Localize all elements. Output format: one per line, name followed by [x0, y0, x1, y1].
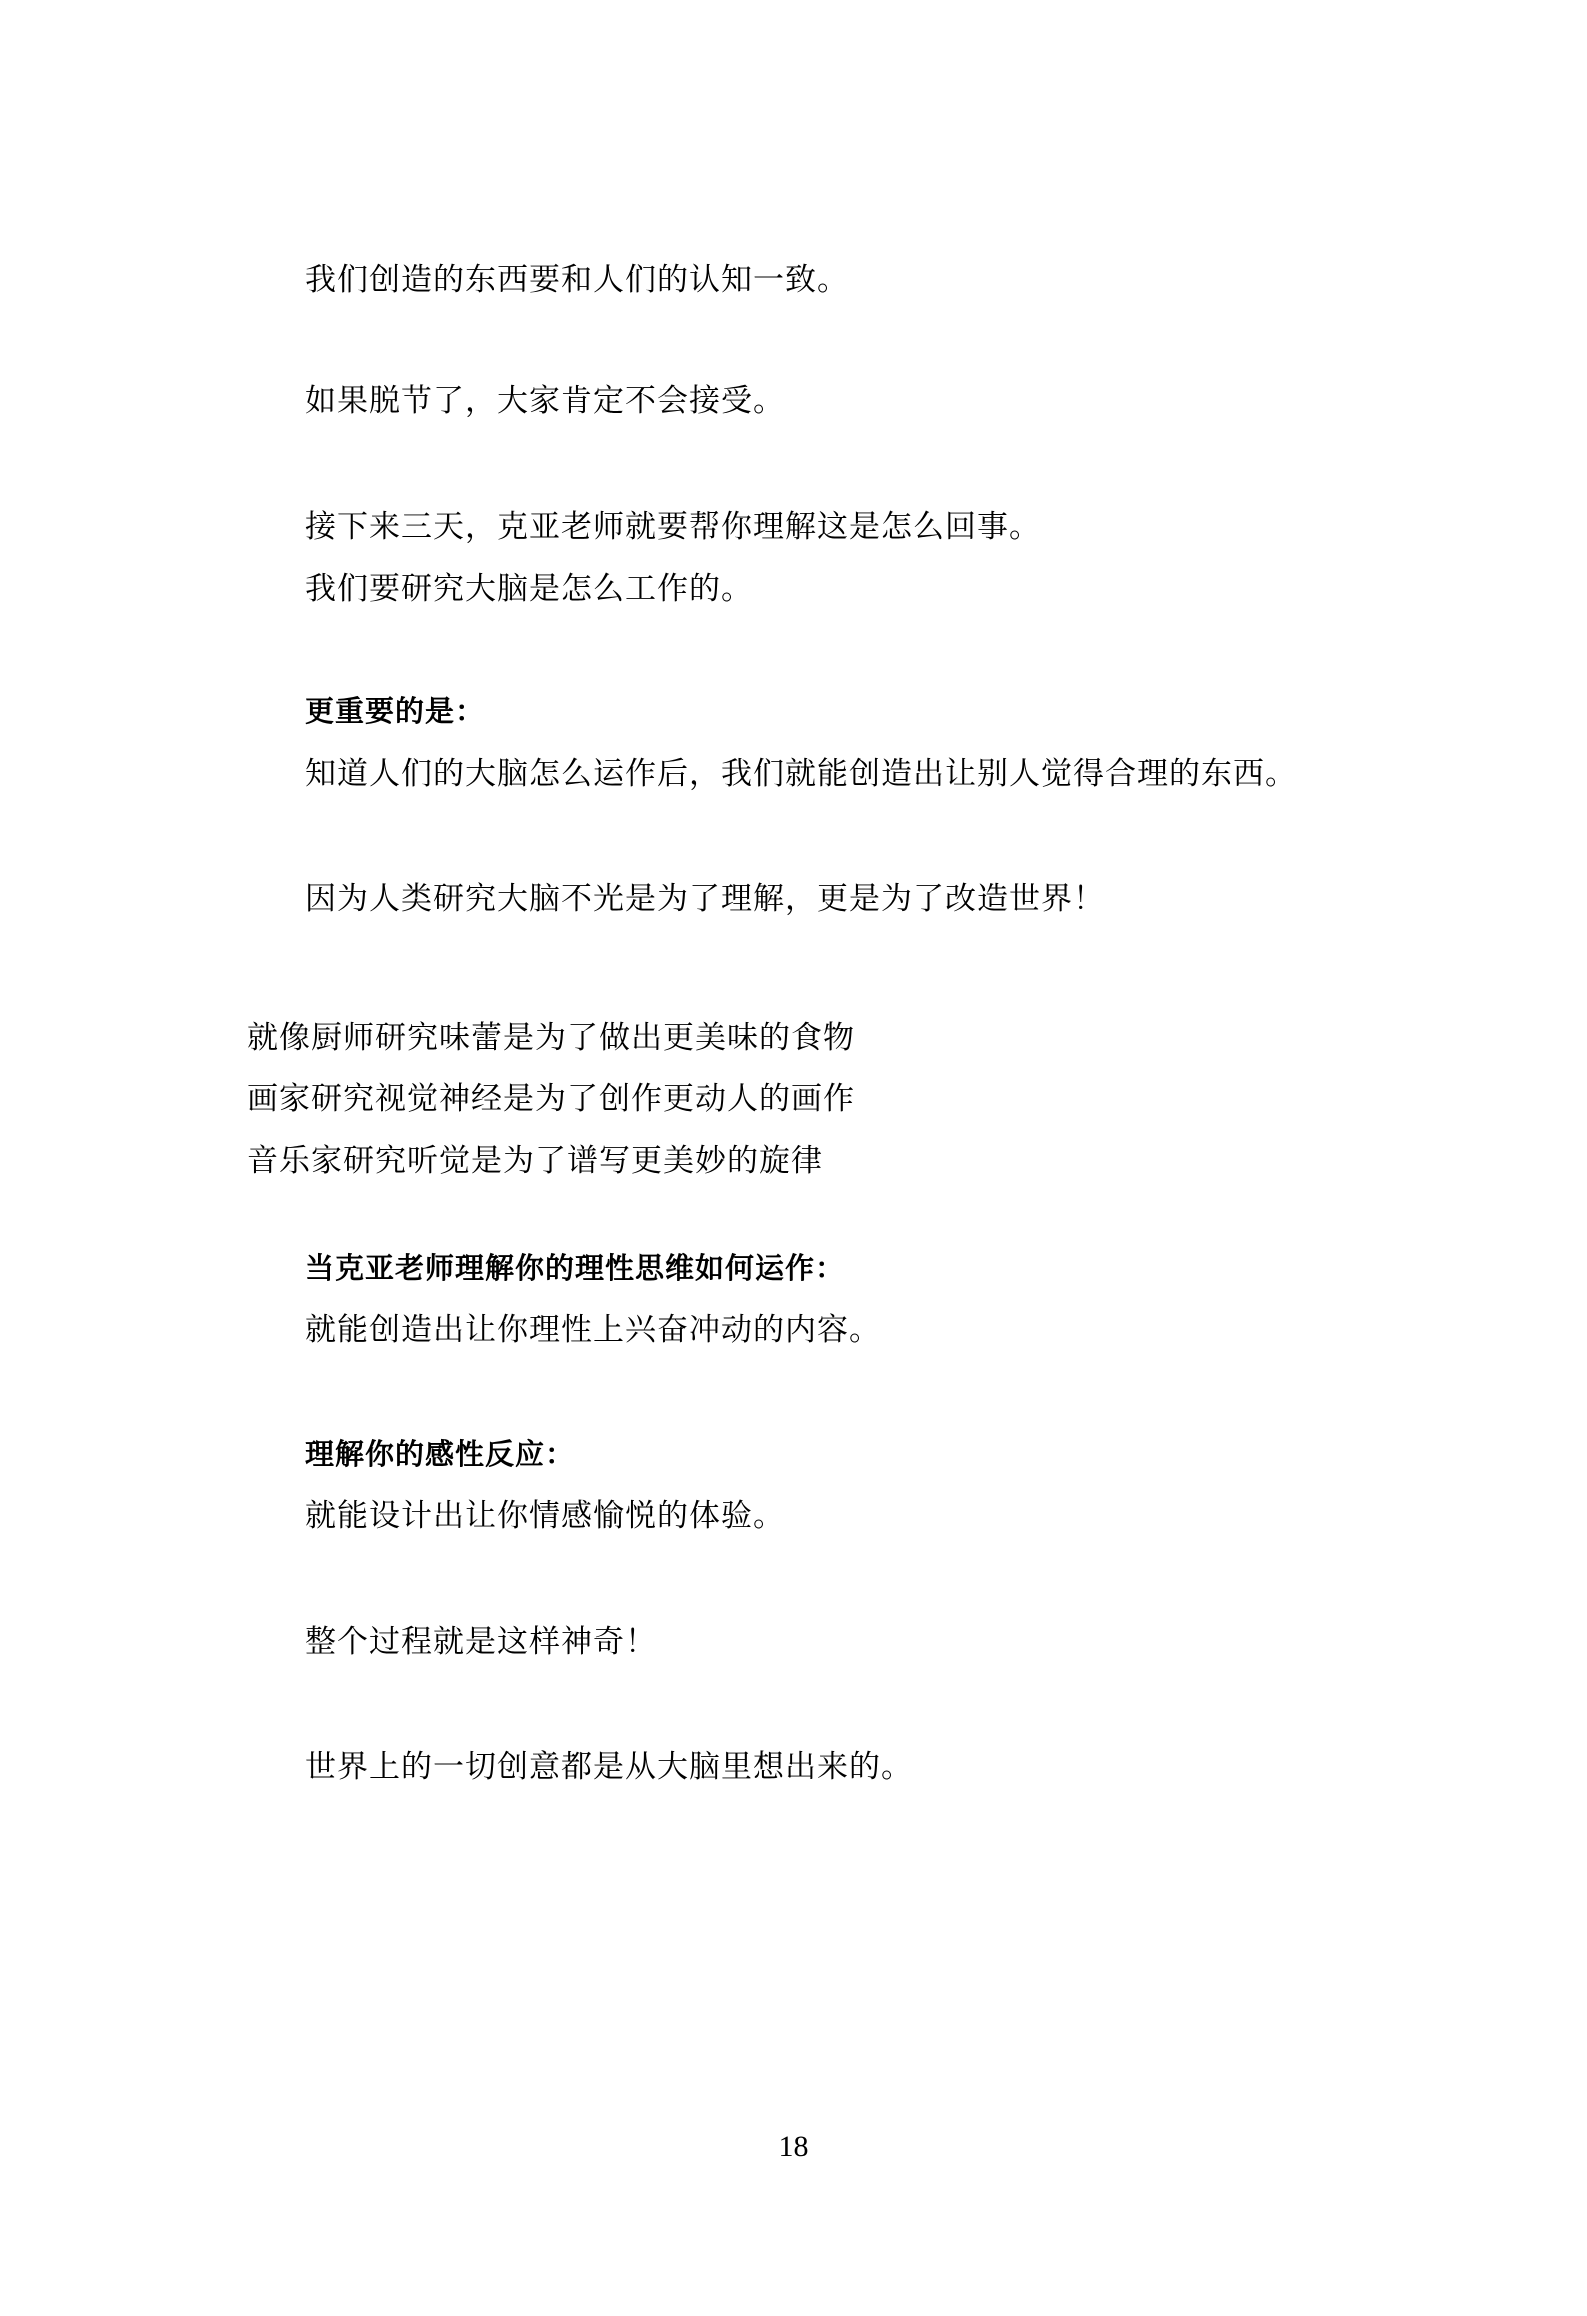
- paragraph-line-3: 接下来三天，克亚老师就要帮你理解这是怎么回事。: [305, 509, 1041, 545]
- page-number: 18: [778, 2130, 809, 2163]
- paragraph-line-12: 整个过程就是这样神奇！: [305, 1624, 657, 1660]
- paragraph-line-6: 因为人类研究大脑不光是为了理解，更是为了改造世界！: [305, 881, 1105, 917]
- paragraph-line-10: 就能创造出让你理性上兴奋冲动的内容。: [305, 1312, 881, 1348]
- bold-heading-3: 理解你的感性反应：: [305, 1437, 576, 1471]
- bold-heading-1: 更重要的是：: [305, 694, 486, 728]
- paragraph-line-8: 画家研究视觉神经是为了创作更动人的画作: [247, 1081, 855, 1117]
- paragraph-line-9: 音乐家研究听觉是为了谱写更美妙的旋律: [247, 1143, 823, 1179]
- paragraph-line-2: 如果脱节了，大家肯定不会接受。: [305, 383, 785, 419]
- paragraph-line-1: 我们创造的东西要和人们的认知一致。: [305, 262, 849, 298]
- paragraph-line-5: 知道人们的大脑怎么运作后，我们就能创造出让别人觉得合理的东西。: [305, 756, 1297, 792]
- paragraph-line-11: 就能设计出让你情感愉悦的体验。: [305, 1498, 785, 1534]
- paragraph-line-7: 就像厨师研究味蕾是为了做出更美味的食物: [247, 1020, 855, 1056]
- paragraph-line-13: 世界上的一切创意都是从大脑里想出来的。: [305, 1749, 913, 1785]
- bold-heading-2: 当克亚老师理解你的理性思维如何运作：: [305, 1251, 846, 1285]
- paragraph-line-4: 我们要研究大脑是怎么工作的。: [305, 571, 753, 607]
